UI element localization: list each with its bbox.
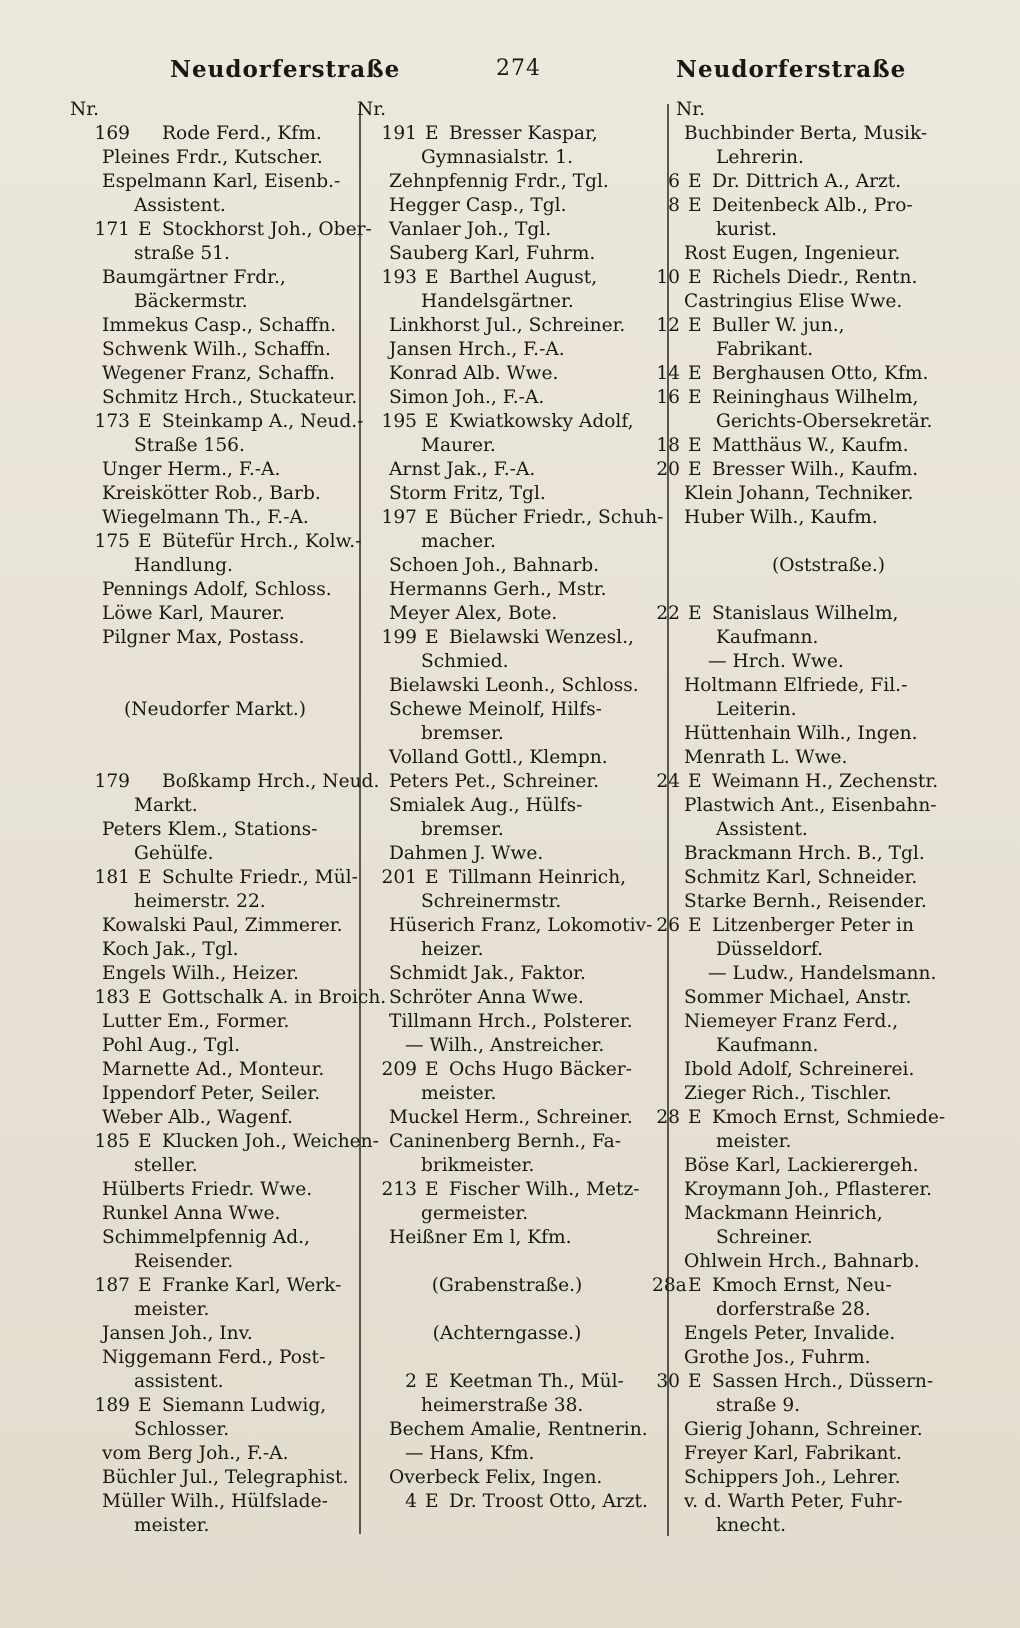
house-entry [656, 602, 981, 626]
entry-continuation: Schlosser. [134, 1419, 230, 1440]
resident-line: Starke Bernh., Reisender. [684, 891, 927, 912]
resident-name: Keetman Th., Mül- [449, 1371, 624, 1392]
spacer [357, 1298, 657, 1322]
resident-name: Buller W. jun., [712, 315, 845, 336]
resident-line: Grothe Jos., Fuhrm. [684, 1347, 871, 1368]
resident-name: Gottschalk A. in Broich. [162, 987, 387, 1008]
house-number: 173 [94, 411, 130, 432]
entry-continuation: heimerstr. 22. [134, 891, 266, 912]
house-number: 10 [656, 267, 680, 288]
owner-mark: E [425, 867, 439, 888]
running-head-left: Neudorferstraße [170, 56, 401, 83]
house-entry [70, 770, 380, 794]
spacer [70, 650, 360, 674]
resident-line: Bielawski Leonh., Schloss. [389, 675, 639, 696]
resident-line: — Ludw., Handelsmann. [708, 963, 937, 984]
resident-line: Overbeck Felix, Ingen. [389, 1467, 603, 1488]
house-entry [70, 1274, 360, 1298]
resident-line: Muckel Herm., Schreiner. [389, 1107, 633, 1128]
resident-line: Espelmann Karl, Eisenb.- [102, 171, 341, 192]
owner-mark: E [688, 435, 702, 456]
owner-mark: E [138, 987, 152, 1008]
resident-name: Bielawski Wenzesl., [449, 627, 634, 648]
house-number: 183 [94, 987, 130, 1008]
entry-continuation: meister. [134, 1299, 210, 1320]
resident-line: Holtmann Elfriede, Fil.- [684, 675, 908, 696]
owner-mark: E [688, 459, 702, 480]
house-number: 175 [94, 531, 130, 552]
resident-name: Bresser Kaspar, [449, 123, 598, 144]
house-entry [70, 218, 372, 242]
owner-mark: E [138, 1131, 152, 1152]
owner-mark: E [138, 219, 152, 240]
house-entry [70, 122, 360, 146]
resident-name: Berghausen Otto, Kfm. [712, 363, 929, 384]
owner-mark: E [688, 171, 702, 192]
resident-line: Linkhorst Jul., Schreiner. [389, 315, 626, 336]
entry-continuation: Schreinermstr. [421, 891, 562, 912]
resident-line: Buchbinder Berta, Musik- [684, 123, 928, 144]
resident-line: Hülberts Friedr. Wwe. [102, 1179, 313, 1200]
house-entry [70, 1394, 360, 1418]
house-entry [668, 194, 981, 218]
resident-name: Kmoch Ernst, Neu- [712, 1275, 892, 1296]
resident-name: Bücher Friedr., Schuh- [449, 507, 664, 528]
spacer [70, 674, 360, 698]
resident-line: Meyer Alex, Bote. [389, 603, 558, 624]
entry-continuation: Kaufmann. [716, 1035, 819, 1056]
spacer [357, 1250, 657, 1274]
spacer [676, 530, 981, 554]
entry-continuation: Kaufmann. [716, 627, 819, 648]
house-entry [656, 386, 981, 410]
house-number: 213 [381, 1179, 417, 1200]
owner-mark: E [425, 1059, 439, 1080]
entry-continuation: Assistent. [134, 195, 226, 216]
resident-line: Immekus Casp., Schaffn. [102, 315, 337, 336]
resident-line: v. d. Warth Peter, Fuhr- [684, 1491, 903, 1512]
owner-mark: E [425, 1179, 439, 1200]
house-entry [652, 1274, 981, 1298]
house-number: 24 [656, 771, 680, 792]
resident-line: Menrath L. Wwe. [684, 747, 848, 768]
owner-mark: E [138, 1275, 152, 1296]
resident-name: Stockhorst Joh., Ober- [162, 219, 372, 240]
resident-line: Pennings Adolf, Schloss. [102, 579, 332, 600]
resident-line: Brackmann Hrch. B., Tgl. [684, 843, 925, 864]
house-number: 199 [381, 627, 417, 648]
house-number: 8 [668, 195, 680, 216]
spacer [357, 1346, 657, 1370]
resident-line: Dahmen J. Wwe. [389, 843, 544, 864]
resident-line: Pilgner Max, Postass. [102, 627, 305, 648]
house-entry [668, 170, 981, 194]
house-entry [357, 1178, 657, 1202]
entry-continuation: Handelsgärtner. [421, 291, 574, 312]
entry-continuation: brikmeister. [421, 1155, 535, 1176]
entry-continuation: heizer. [421, 939, 484, 960]
resident-line: vom Berg Joh., F.-A. [102, 1443, 289, 1464]
resident-line: Kreiskötter Rob., Barb. [102, 483, 321, 504]
resident-name: Boßkamp Hrch., Neud. [162, 771, 380, 792]
owner-mark: E [425, 267, 439, 288]
column-label: Nr. [70, 99, 100, 120]
resident-line: Gierig Johann, Schreiner. [684, 1419, 923, 1440]
resident-name: Reininghaus Wilhelm, [712, 387, 919, 408]
entry-continuation: meister. [134, 1515, 210, 1536]
entry-continuation: Lehrerin. [716, 147, 804, 168]
owner-mark: E [688, 603, 702, 624]
column-label: Nr. [676, 99, 706, 120]
entry-continuation: Gymnasialstr. 1. [421, 147, 573, 168]
resident-line: Niggemann Ferd., Post- [102, 1347, 326, 1368]
resident-line: Schewe Meinolf, Hilfs- [389, 699, 602, 720]
resident-name: Kmoch Ernst, Schmiede- [712, 1107, 946, 1128]
house-number: 185 [94, 1131, 130, 1152]
resident-line: Zehnpfennig Frdr., Tgl. [389, 171, 609, 192]
resident-line: Arnst Jak., F.-A. [389, 459, 536, 480]
resident-line: Huber Wilh., Kaufm. [684, 507, 878, 528]
resident-line: Schoen Joh., Bahnarb. [389, 555, 600, 576]
owner-mark: E [138, 531, 152, 552]
house-entry [357, 866, 657, 890]
resident-line: Caninenberg Bernh., Fa- [389, 1131, 622, 1152]
resident-name: Steinkamp A., Neud.- [162, 411, 364, 432]
house-entry [656, 914, 981, 938]
resident-line: Pohl Aug., Tgl. [102, 1035, 240, 1056]
owner-mark: E [688, 1107, 702, 1128]
house-number: 179 [94, 771, 130, 792]
entry-continuation: Fabrikant. [716, 339, 814, 360]
resident-line: Heißner Em l, Kfm. [389, 1227, 572, 1248]
owner-mark: E [688, 195, 702, 216]
resident-line: Pleines Frdr., Kutscher. [102, 147, 323, 168]
resident-name: Richels Diedr., Rentn. [712, 267, 918, 288]
resident-name: Klucken Joh., Weichen- [162, 1131, 379, 1152]
resident-name: Ochs Hugo Bäcker- [449, 1059, 632, 1080]
entry-continuation: Handlung. [134, 555, 233, 576]
house-number: 171 [94, 219, 130, 240]
resident-line: Koch Jak., Tgl. [102, 939, 239, 960]
owner-mark: E [688, 771, 702, 792]
resident-line: Sommer Michael, Anstr. [684, 987, 912, 1008]
owner-mark: E [425, 411, 439, 432]
resident-line: Konrad Alb. Wwe. [389, 363, 559, 384]
house-number: 181 [94, 867, 130, 888]
house-entry [656, 770, 981, 794]
resident-line: Büchler Jul., Telegraphist. [102, 1467, 349, 1488]
house-number: 20 [656, 459, 680, 480]
resident-line: Klein Johann, Techniker. [684, 483, 914, 504]
resident-line: Hüttenhain Wilh., Ingen. [684, 723, 918, 744]
house-entry [70, 986, 387, 1010]
page-header [0, 56, 1020, 90]
owner-mark: E [138, 1395, 152, 1416]
entry-continuation: bremser. [421, 723, 504, 744]
resident-line: Lutter Em., Former. [102, 1011, 290, 1032]
resident-line: Schmidt Jak., Faktor. [389, 963, 586, 984]
house-number: 18 [656, 435, 680, 456]
resident-line: Vanlaer Joh., Tgl. [389, 219, 552, 240]
resident-name: Dr. Troost Otto, Arzt. [449, 1491, 648, 1512]
house-number: 30 [656, 1371, 680, 1392]
resident-line: Schröter Anna Wwe. [389, 987, 584, 1008]
house-entry [656, 314, 981, 338]
resident-name: Matthäus W., Kaufm. [712, 435, 909, 456]
resident-line: Simon Joh., F.-A. [389, 387, 545, 408]
house-number: 16 [656, 387, 680, 408]
entry-continuation: Gehülfe. [134, 843, 214, 864]
entry-continuation: Markt. [134, 795, 198, 816]
spacer [70, 746, 360, 770]
resident-line: Niemeyer Franz Ferd., [684, 1011, 899, 1032]
house-entry [357, 626, 657, 650]
resident-line: Unger Herm., F.-A. [102, 459, 281, 480]
house-number: 187 [94, 1275, 130, 1296]
resident-line: Böse Karl, Lackierergeh. [684, 1155, 919, 1176]
resident-line: Ohlwein Hrch., Bahnarb. [684, 1251, 920, 1272]
resident-line: Kroymann Joh., Pflasterer. [684, 1179, 933, 1200]
column-2 [357, 98, 664, 1514]
resident-line: Volland Gottl., Klempn. [389, 747, 608, 768]
entry-continuation: Straße 156. [134, 435, 245, 456]
entry-continuation: meister. [716, 1131, 792, 1152]
entry-continuation: dorferstraße 28. [716, 1299, 871, 1320]
house-number: 6 [668, 171, 680, 192]
resident-line: Peters Klem., Stations- [102, 819, 318, 840]
entry-continuation: germeister. [421, 1203, 529, 1224]
entry-continuation: heimerstraße 38. [421, 1395, 584, 1416]
resident-line: Rost Eugen, Ingenieur. [684, 243, 901, 264]
resident-line: Engels Peter, Invalide. [684, 1323, 896, 1344]
house-entry [656, 434, 981, 458]
resident-line: Kowalski Paul, Zimmerer. [102, 915, 343, 936]
resident-line: Smialek Aug., Hülfs- [389, 795, 583, 816]
owner-mark: E [688, 1371, 702, 1392]
resident-line: Freyer Karl, Fabrikant. [684, 1443, 902, 1464]
owner-mark: E [688, 363, 702, 384]
resident-name: Sassen Hrch., Düssern- [712, 1371, 934, 1392]
entry-continuation: meister. [421, 1083, 497, 1104]
resident-name: Deitenbeck Alb., Pro- [712, 195, 913, 216]
house-number: 169 [94, 123, 130, 144]
house-number: 2 [405, 1371, 417, 1392]
resident-name: Fischer Wilh., Metz- [449, 1179, 640, 1200]
house-entry [357, 1370, 657, 1394]
house-number: 209 [381, 1059, 417, 1080]
owner-mark: E [688, 915, 702, 936]
entry-continuation: knecht. [716, 1515, 787, 1536]
resident-line: — Wilh., Anstreicher. [405, 1035, 605, 1056]
owner-mark: E [425, 1371, 439, 1392]
house-number: 28 [656, 1107, 680, 1128]
resident-line: Hüserich Franz, Lokomotiv- [389, 915, 653, 936]
resident-line: Bechem Amalie, Rentnerin. [389, 1419, 648, 1440]
column-3 [652, 98, 981, 1538]
resident-line: — Hrch. Wwe. [708, 651, 844, 672]
resident-line: Engels Wilh., Heizer. [102, 963, 299, 984]
resident-name: Stanislaus Wilhelm, [712, 603, 899, 624]
owner-mark: E [138, 411, 152, 432]
house-entry [656, 266, 981, 290]
owner-mark: E [688, 315, 702, 336]
entry-continuation: Gerichts-Obersekretär. [716, 411, 933, 432]
house-entry [656, 362, 981, 386]
entry-continuation: straße 9. [716, 1395, 801, 1416]
entry-continuation: straße 51. [134, 243, 230, 264]
house-entry [357, 410, 657, 434]
house-number: 191 [381, 123, 417, 144]
resident-line: Hegger Casp., Tgl. [389, 195, 567, 216]
resident-line: Müller Wilh., Hülfslade- [102, 1491, 328, 1512]
entry-continuation: Bäckermstr. [134, 291, 248, 312]
resident-line: Plastwich Ant., Eisenbahn- [684, 795, 937, 816]
resident-line: Löwe Karl, Maurer. [102, 603, 285, 624]
resident-name: Bresser Wilh., Kaufm. [712, 459, 919, 480]
resident-line: Tillmann Hrch., Polsterer. [389, 1011, 633, 1032]
house-number: 195 [381, 411, 417, 432]
house-entry [70, 530, 360, 554]
resident-line: Jansen Joh., Inv. [102, 1323, 253, 1344]
house-entry [70, 1130, 379, 1154]
resident-line: Schmitz Hrch., Stuckateur. [102, 387, 358, 408]
resident-name: Weimann H., Zechenstr. [712, 771, 939, 792]
entry-continuation: Düsseldorf. [716, 939, 824, 960]
resident-name: Tillmann Heinrich, [449, 867, 627, 888]
house-entry [656, 1106, 981, 1130]
resident-name: Kwiatkowsky Adolf, [449, 411, 634, 432]
owner-mark: E [425, 123, 439, 144]
resident-line: Schwenk Wilh., Schaffn. [102, 339, 331, 360]
resident-line: — Hans, Kfm. [405, 1443, 535, 1464]
resident-name: Rode Ferd., Kfm. [162, 123, 322, 144]
entry-continuation: Maurer. [421, 435, 496, 456]
spacer [676, 578, 981, 602]
resident-name: Siemann Ludwig, [162, 1395, 327, 1416]
section-heading: (Achterngasse.) [432, 1323, 582, 1344]
house-number: 22 [656, 603, 680, 624]
owner-mark: E [425, 627, 439, 648]
resident-line: Baumgärtner Frdr., [102, 267, 286, 288]
house-entry [357, 122, 657, 146]
house-entry [357, 506, 664, 530]
owner-mark: E [688, 267, 702, 288]
entry-continuation: Reisender. [134, 1251, 234, 1272]
house-entry [70, 410, 364, 434]
house-entry [357, 1058, 657, 1082]
resident-line: Zieger Rich., Tischler. [684, 1083, 892, 1104]
resident-line: Wiegelmann Th., F.-A. [102, 507, 309, 528]
resident-line: Castringius Elise Wwe. [684, 291, 903, 312]
house-entry [70, 866, 360, 890]
resident-line: Schimmelpfennig Ad., [102, 1227, 310, 1248]
resident-name: Barthel August, [449, 267, 598, 288]
entry-continuation: Leiterin. [716, 699, 797, 720]
house-number: 193 [381, 267, 417, 288]
house-number: 26 [656, 915, 680, 936]
house-entry [656, 1370, 981, 1394]
section-heading: (Oststraße.) [771, 555, 886, 576]
entry-continuation: steller. [134, 1155, 198, 1176]
resident-line: Hermanns Gerh., Mstr. [389, 579, 607, 600]
section-heading: (Grabenstraße.) [431, 1275, 583, 1296]
resident-name: Bütefür Hrch., Kolw.- [162, 531, 362, 552]
entry-continuation: bremser. [421, 819, 504, 840]
resident-line: Ibold Adolf, Schreinerei. [684, 1059, 915, 1080]
entry-continuation: Assistent. [716, 819, 808, 840]
house-number: 12 [656, 315, 680, 336]
house-entry [357, 266, 657, 290]
house-number: 197 [381, 507, 417, 528]
owner-mark: E [688, 387, 702, 408]
page-number: 274 [496, 56, 541, 81]
house-number: 201 [381, 867, 417, 888]
resident-line: Ippendorf Peter, Seiler. [102, 1083, 321, 1104]
resident-name: Dr. Dittrich A., Arzt. [712, 171, 902, 192]
column-label: Nr. [357, 99, 387, 120]
house-number: 4 [405, 1491, 417, 1512]
resident-name: Litzenberger Peter in [712, 915, 914, 936]
entry-continuation: kurist. [716, 219, 778, 240]
resident-line: Schippers Joh., Lehrer. [684, 1467, 901, 1488]
house-entry [357, 1490, 657, 1514]
resident-line: Weber Alb., Wagenf. [102, 1107, 293, 1128]
entry-continuation: Schreiner. [716, 1227, 813, 1248]
house-number: 189 [94, 1395, 130, 1416]
resident-line: Wegener Franz, Schaffn. [102, 363, 336, 384]
resident-line: Storm Fritz, Tgl. [389, 483, 546, 504]
section-heading: (Neudorfer Markt.) [123, 699, 307, 720]
column-1 [70, 98, 387, 1538]
resident-line: Schmitz Karl, Schneider. [684, 867, 918, 888]
owner-mark: E [425, 507, 439, 528]
resident-line: Sauberg Karl, Fuhrm. [389, 243, 596, 264]
resident-line: Mackmann Heinrich, [684, 1203, 883, 1224]
resident-name: Schulte Friedr., Mül- [162, 867, 358, 888]
entry-continuation: Schmied. [421, 651, 509, 672]
resident-name: Franke Karl, Werk- [162, 1275, 342, 1296]
spacer [70, 722, 360, 746]
running-head-right: Neudorferstraße [676, 56, 907, 83]
resident-line: Marnette Ad., Monteur. [102, 1059, 325, 1080]
entry-continuation: assistent. [134, 1371, 224, 1392]
house-number: 14 [656, 363, 680, 384]
house-number: 28a [652, 1275, 687, 1296]
owner-mark: E [138, 867, 152, 888]
resident-line: Peters Pet., Schreiner. [389, 771, 600, 792]
owner-mark: E [425, 1491, 439, 1512]
entry-continuation: macher. [421, 531, 496, 552]
owner-mark: E [688, 1275, 702, 1296]
resident-line: Jansen Hrch., F.-A. [389, 339, 565, 360]
resident-line: Runkel Anna Wwe. [102, 1203, 281, 1224]
house-entry [656, 458, 981, 482]
